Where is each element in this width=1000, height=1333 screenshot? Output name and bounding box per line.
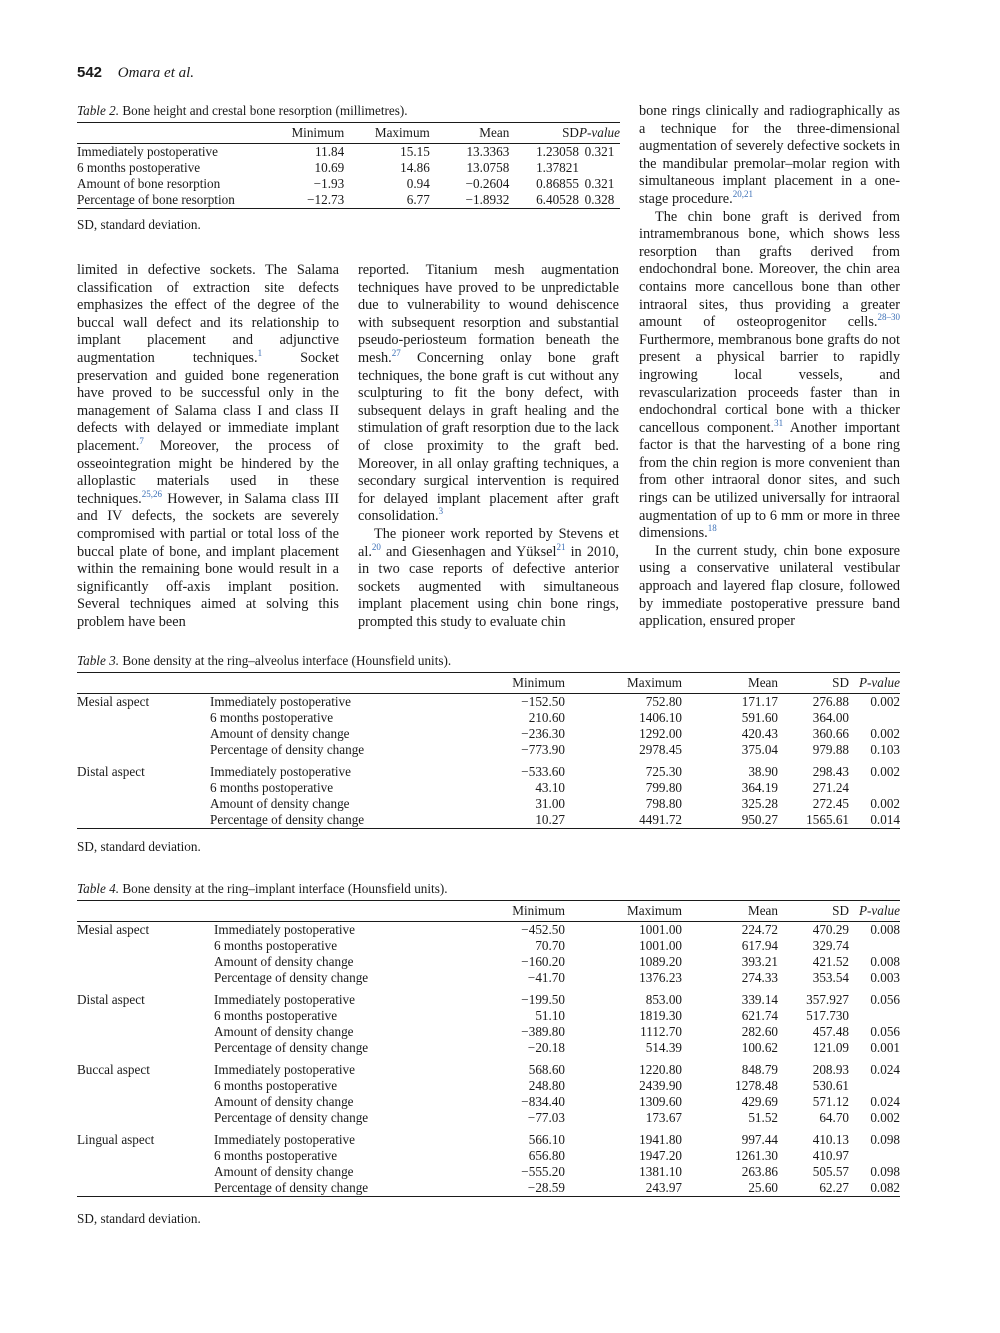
aspect-label-empty — [77, 710, 210, 726]
table2-header-cell: Minimum — [291, 125, 345, 140]
paragraph-text: The pioneer work reported by Stevens et al. — [358, 525, 619, 560]
table-cell: 224.72 — [741, 922, 778, 937]
table-cell: 51.52 — [748, 1110, 778, 1125]
table-row — [77, 710, 900, 726]
table-cell: 339.14 — [741, 992, 778, 1007]
paragraph-text: Furthermore, membranous bone grafts do not present a physical barrier to rapidly ingrowing local vessels, and revascularization proceeds faster than in endochondral cortical bone with a thicker cancellous component. — [639, 331, 900, 436]
row-label: 6 months postoperative — [210, 780, 334, 795]
table2-caption — [77, 103, 408, 119]
table-cell: 282.60 — [741, 1024, 778, 1039]
table-cell: 357.927 — [806, 992, 849, 1007]
table-cell: 276.88 — [812, 694, 849, 709]
table-cell: 2978.45 — [639, 742, 682, 757]
table-cell: 1001.00 — [639, 922, 682, 937]
table-cell: 25.60 — [748, 1180, 778, 1195]
table-cell: 353.54 — [812, 970, 849, 985]
citation-link[interactable]: 20 — [371, 541, 381, 552]
row-label: Immediately postoperative — [210, 694, 351, 709]
row-label: 6 months postoperative — [210, 710, 334, 725]
row-label: 6 months postoperative — [214, 1078, 338, 1093]
table-cell: 364.19 — [741, 780, 778, 795]
citation-link[interactable]: 1 — [257, 348, 263, 359]
table3-header-row — [77, 673, 900, 694]
table3-header-cell: Minimum — [512, 675, 565, 690]
table-row — [77, 780, 900, 796]
row-label: 6 months postoperative — [77, 160, 201, 175]
table4-header-cell: P-value — [858, 903, 900, 918]
table-cell: 0.002 — [870, 764, 900, 779]
table-cell: 1112.70 — [640, 1024, 682, 1039]
table-row — [77, 1040, 900, 1056]
table-cell: −12.73 — [307, 192, 345, 207]
table-cell: 979.88 — [812, 742, 849, 757]
table-cell: 1261.30 — [735, 1148, 778, 1163]
paragraph-text: The chin bone graft is derived from intramembranous bone, which shows less resorption than grafts derived from endochondral bone. Moreover, the chin area contains more cancellous bone than other intraoral sites, thus providing a greater amount of osteoprogenitor cells. — [639, 208, 900, 331]
table-cell: 263.86 — [741, 1164, 778, 1179]
table-cell: 0.014 — [870, 812, 900, 827]
paragraph — [358, 262, 619, 526]
table-cell: 208.93 — [812, 1062, 849, 1077]
table-cell: −199.50 — [521, 992, 565, 1007]
table-cell: 0.86855 — [536, 176, 579, 191]
table-cell: 1089.20 — [639, 954, 682, 969]
table-cell: 171.17 — [741, 694, 778, 709]
table3-header-cell: Mean — [747, 675, 778, 690]
table3-header-cell: Maximum — [627, 675, 682, 690]
table-cell — [849, 1148, 900, 1164]
table-cell: 0.328 — [584, 192, 615, 207]
row-label: 6 months postoperative — [214, 1148, 338, 1163]
table2-header-row — [77, 123, 620, 144]
table-cell: 393.21 — [741, 954, 778, 969]
table-cell: 0.008 — [870, 954, 900, 969]
table-cell: 64.70 — [819, 1110, 849, 1125]
table-row — [77, 1180, 900, 1197]
table4-header-cell — [77, 901, 214, 922]
table-cell: 329.74 — [812, 938, 849, 953]
row-label: Immediately postoperative — [214, 1062, 355, 1077]
table-cell: 0.082 — [870, 1180, 900, 1195]
table-cell: 0.002 — [870, 796, 900, 811]
table-cell: 1819.30 — [639, 1008, 682, 1023]
table-row — [77, 812, 900, 829]
table-row — [77, 1094, 900, 1110]
table-cell — [849, 938, 900, 954]
table-cell: −41.70 — [527, 970, 565, 985]
table-cell — [849, 780, 900, 796]
table-cell: 1.23058 — [536, 144, 579, 159]
table-cell: 1220.80 — [639, 1062, 682, 1077]
table4-header-cell: Mean — [747, 903, 778, 918]
table3-note: SD, standard deviation. — [77, 839, 201, 854]
aspect-label-empty — [77, 1024, 214, 1040]
table-cell: 4491.72 — [639, 812, 682, 827]
table-row — [77, 1024, 900, 1040]
table-row — [77, 192, 620, 209]
table-cell: 243.97 — [645, 1180, 682, 1195]
table-row — [77, 1148, 900, 1164]
paragraph-text: and Giesenhagen and Yüksel — [380, 543, 557, 560]
table-row — [77, 742, 900, 758]
table-cell: −452.50 — [521, 922, 565, 937]
table-row — [77, 1008, 900, 1024]
table-cell: 15.15 — [400, 144, 430, 159]
table-cell: −773.90 — [521, 742, 565, 757]
table-cell: 248.80 — [528, 1078, 565, 1093]
table-cell: 1947.20 — [639, 1148, 682, 1163]
table-cell: 798.80 — [645, 796, 682, 811]
table-cell: 429.69 — [741, 1094, 778, 1109]
table-row — [77, 694, 900, 711]
row-label: Amount of density change — [214, 1164, 354, 1179]
paragraph — [77, 262, 339, 631]
table-cell: 375.04 — [741, 742, 778, 757]
paragraph-text: Moreover, the process of osseointegration might be hindered by the alloplastic materials used in these techniques. — [77, 437, 339, 507]
table-cell: 1406.10 — [639, 710, 682, 725]
table-cell: 568.60 — [528, 1062, 565, 1077]
table-cell: 0.002 — [870, 1110, 900, 1125]
aspect-label-empty — [77, 1094, 214, 1110]
table-cell: 752.80 — [645, 694, 682, 709]
table-cell: 1941.80 — [639, 1132, 682, 1147]
table-cell: 14.86 — [400, 160, 430, 175]
aspect-label-empty — [77, 1164, 214, 1180]
table-row — [77, 986, 900, 1008]
table-cell: 457.48 — [812, 1024, 849, 1039]
row-label: Immediately postoperative — [77, 144, 218, 159]
table-cell: −555.20 — [521, 1164, 565, 1179]
aspect-label-empty — [77, 726, 210, 742]
table-row — [77, 796, 900, 812]
table-cell: 1278.48 — [735, 1078, 778, 1093]
table-cell: 997.44 — [741, 1132, 778, 1147]
table-cell: 421.52 — [812, 954, 849, 969]
table-cell: 10.69 — [314, 160, 345, 175]
citation-link[interactable]: 21 — [556, 541, 566, 552]
aspect-label: Mesial aspect — [77, 694, 150, 709]
citation-link[interactable]: 20,21 — [732, 189, 753, 200]
table2-header-cell: Maximum — [374, 125, 430, 140]
table4-header-row — [77, 901, 900, 922]
table-cell: 298.43 — [812, 764, 849, 779]
row-label: Amount of density change — [210, 796, 350, 811]
table-cell: 0.103 — [870, 742, 900, 757]
table2 — [77, 122, 620, 209]
citation-link[interactable]: 7 — [139, 436, 144, 447]
table-cell: 2439.90 — [639, 1078, 682, 1093]
table-cell: −1.8932 — [465, 192, 510, 207]
table-cell: 43.10 — [535, 780, 565, 795]
table-cell: 274.33 — [741, 970, 778, 985]
row-label: Immediately postoperative — [210, 764, 351, 779]
table3-header-cell — [210, 673, 430, 694]
row-label: Percentage of density change — [210, 812, 365, 827]
table-cell: −1.93 — [313, 176, 345, 191]
table-row — [77, 726, 900, 742]
table-row — [77, 160, 620, 176]
table4 — [77, 900, 900, 1197]
table-cell: 6.40528 — [536, 192, 579, 207]
table-row — [77, 922, 900, 939]
row-label: Immediately postoperative — [214, 992, 355, 1007]
table-cell: 62.27 — [819, 1180, 849, 1195]
aspect-label-empty — [77, 1110, 214, 1126]
table-row — [77, 954, 900, 970]
table-row — [77, 1164, 900, 1180]
table-cell — [849, 1008, 900, 1024]
table-cell: −77.03 — [527, 1110, 565, 1125]
row-label: Percentage of density change — [210, 742, 365, 757]
aspect-label-empty — [77, 1180, 214, 1197]
table-cell: 38.90 — [748, 764, 778, 779]
table-row — [77, 1126, 900, 1148]
aspect-label-empty — [77, 954, 214, 970]
row-label: Percentage of density change — [214, 1040, 369, 1055]
table-cell — [849, 1078, 900, 1094]
row-label: 6 months postoperative — [214, 938, 338, 953]
aspect-label-empty — [77, 796, 210, 812]
table-cell: 853.00 — [645, 992, 682, 1007]
table-cell: −533.60 — [521, 764, 565, 779]
table3-header-cell: P-value — [858, 675, 900, 690]
citation-link[interactable]: 31 — [774, 417, 784, 428]
table-cell: 1.37821 — [536, 160, 579, 175]
table-cell: 571.12 — [812, 1094, 849, 1109]
table2-caption-text: Bone height and crestal bone resorption (millimetres). — [119, 103, 408, 118]
running-header — [77, 64, 194, 82]
table-cell: −0.2604 — [465, 176, 510, 191]
table4-header-cell: Minimum — [512, 903, 565, 918]
table-cell: 0.001 — [870, 1040, 900, 1055]
table-cell: −389.80 — [521, 1024, 565, 1039]
text-column-3 — [639, 103, 900, 631]
table-row — [77, 176, 620, 192]
table-cell: 121.09 — [812, 1040, 849, 1055]
table4-note: SD, standard deviation. — [77, 1211, 201, 1226]
aspect-label-empty — [77, 1148, 214, 1164]
table3-caption-label: Table 3. — [77, 653, 120, 668]
table3-caption-text: Bone density at the ring–alveolus interface (Hounsfield units). — [119, 653, 452, 668]
table3-caption — [77, 653, 451, 669]
paragraph-text: However, in Salama class III and IV defects, the sockets are severely compromised with partial or total loss of the buccal plate of bone, and implant placement within the remaining bone would result in a significantly off-axis implant position. Several techniques aimed at solving this problem have been — [77, 490, 339, 630]
table2-header-cell: P-value — [578, 125, 620, 140]
table-cell: 0.94 — [406, 176, 430, 191]
row-label: Amount of bone resorption — [77, 176, 221, 191]
table-cell: 0.321 — [584, 144, 615, 159]
table-cell: −160.20 — [521, 954, 565, 969]
table-cell: 0.024 — [870, 1062, 900, 1077]
table3 — [77, 672, 900, 829]
row-label: Amount of density change — [210, 726, 350, 741]
table3-header-cell — [77, 673, 210, 694]
aspect-label: Distal aspect — [77, 992, 145, 1007]
row-label: Percentage of density change — [214, 1180, 369, 1195]
table-row — [77, 938, 900, 954]
aspect-label-empty — [77, 970, 214, 986]
table-row — [77, 1056, 900, 1078]
table4-header-cell: SD — [832, 903, 849, 918]
table-cell: 517.730 — [806, 1008, 849, 1023]
row-label: Immediately postoperative — [214, 922, 355, 937]
table-cell: 10.27 — [535, 812, 565, 827]
table-cell: 656.80 — [528, 1148, 565, 1163]
table2-body — [77, 144, 620, 209]
table-cell: 1376.23 — [639, 970, 682, 985]
row-label: Amount of density change — [214, 1094, 354, 1109]
table-cell: 799.80 — [645, 780, 682, 795]
table-cell: 725.30 — [645, 764, 682, 779]
paragraph-text: Socket preservation and guided bone regeneration have proved to be successful only in the management of Salama class I and class II defects with delayed or immediate implant placement. — [77, 349, 339, 454]
page-number: 542 — [77, 64, 103, 81]
table-cell: 13.0758 — [466, 160, 510, 175]
aspect-label-empty — [77, 1008, 214, 1024]
table-cell: 100.62 — [741, 1040, 778, 1055]
paragraph — [639, 103, 900, 209]
table-cell: 364.00 — [812, 710, 849, 725]
table-cell: 1292.00 — [639, 726, 682, 741]
table-cell: 1001.00 — [639, 938, 682, 953]
table2-header-cell — [77, 123, 267, 144]
table-cell: 0.002 — [870, 726, 900, 741]
table-cell: 0.098 — [870, 1164, 900, 1179]
aspect-label-empty — [77, 812, 210, 829]
paragraph-text: in 2010, in two case reports of defective anterior sockets augmented with simultaneous implant placement using chin bone rings, prompted this study to evaluate chin — [358, 543, 619, 630]
table-cell: −236.30 — [521, 726, 565, 741]
table2-note: SD, standard deviation. — [77, 217, 201, 232]
row-label: Immediately postoperative — [214, 1132, 355, 1147]
table4-header-cell: Maximum — [627, 903, 682, 918]
row-label: Amount of density change — [214, 954, 354, 969]
table3-body — [77, 694, 900, 829]
table-cell: 0.056 — [870, 992, 900, 1007]
table-cell: 0.002 — [870, 694, 900, 709]
aspect-label-empty — [77, 1078, 214, 1094]
table-cell — [849, 710, 900, 726]
paragraph-text: reported. Titanium mesh augmentation techniques have proved to be unpredictable due to vulnerability to wound dehiscence with subsequent resorption and substantial pseudo-periosteum formation beneath the mesh. — [358, 262, 619, 366]
table-cell: 11.84 — [315, 144, 345, 159]
citation-link[interactable]: 25,26 — [141, 488, 162, 499]
running-head-authors: Omara et al. — [117, 65, 195, 81]
paragraph — [358, 526, 619, 632]
table-cell: 1309.60 — [639, 1094, 682, 1109]
table-cell: 530.61 — [812, 1078, 849, 1093]
row-label: Percentage of bone resorption — [77, 192, 235, 207]
paragraph-text: In the current study, chin bone exposure using a conservative unilateral vestibular approach and layered flap closure, followed by immediate postoperative pressure band application, ensured proper — [639, 542, 900, 630]
table-cell: 271.24 — [812, 780, 849, 795]
table4-caption — [77, 881, 448, 897]
citation-link[interactable]: 28–30 — [877, 312, 900, 323]
table-cell: 13.3363 — [466, 144, 510, 159]
aspect-label-empty — [77, 938, 214, 954]
table2-header-cell: Mean — [479, 125, 510, 140]
aspect-label: Distal aspect — [77, 764, 145, 779]
table-cell: 410.97 — [812, 1148, 849, 1163]
table-cell: 514.39 — [645, 1040, 682, 1055]
table-cell: 950.27 — [741, 812, 778, 827]
aspect-label: Lingual aspect — [77, 1132, 155, 1147]
table-row — [77, 144, 620, 161]
text-column-1 — [77, 262, 339, 631]
citation-link[interactable]: 18 — [707, 523, 717, 534]
table2-caption-label: Table 2. — [77, 103, 120, 118]
table-cell: −834.40 — [521, 1094, 565, 1109]
table-cell: 272.45 — [812, 796, 849, 811]
table-cell: −28.59 — [527, 1180, 565, 1195]
paragraph — [639, 543, 900, 631]
table-cell: 51.10 — [535, 1008, 565, 1023]
table-cell: 617.94 — [741, 938, 778, 953]
table-row — [77, 970, 900, 986]
aspect-label-empty — [77, 742, 210, 758]
row-label: 6 months postoperative — [214, 1008, 338, 1023]
table-cell: 848.79 — [741, 1062, 778, 1077]
table-cell: 210.60 — [528, 710, 565, 725]
table-cell: 0.003 — [870, 970, 900, 985]
table4-caption-label: Table 4. — [77, 881, 120, 896]
table-cell: 1381.10 — [639, 1164, 682, 1179]
table-cell: 470.29 — [812, 922, 849, 937]
aspect-label: Buccal aspect — [77, 1062, 150, 1077]
table-cell: 0.008 — [870, 922, 900, 937]
table-cell: 591.60 — [741, 710, 778, 725]
table-cell: 70.70 — [535, 938, 565, 953]
table-cell: −20.18 — [527, 1040, 565, 1055]
table-row — [77, 1078, 900, 1094]
table-cell: 566.10 — [528, 1132, 565, 1147]
aspect-label-empty — [77, 1040, 214, 1056]
table-cell: 6.77 — [406, 192, 430, 207]
table-cell: 31.00 — [535, 796, 565, 811]
table-cell: 410.13 — [812, 1132, 849, 1147]
table-cell: 173.67 — [645, 1110, 682, 1125]
paragraph-text: Another important factor is that the harvesting of a bone ring from the chin region is more convenient than from other intraoral donor sites, and such rings can be utilized universally for intraoral augmentation of up to 6 mm or more in three dimensions. — [639, 419, 900, 542]
table-cell: 0.321 — [584, 176, 615, 191]
row-label: Percentage of density change — [214, 1110, 369, 1125]
paragraph-text: limited in defective sockets. The Salama classification of extraction site defects emphasizes the effect of the degree of the buccal wall defect and its relationship to implant placement and adjunctive augmentation techniques. — [77, 262, 339, 366]
table-cell: 360.66 — [812, 726, 849, 741]
table2-header-cell: SD — [562, 125, 579, 140]
text-column-2 — [358, 262, 619, 631]
table-cell: 325.28 — [741, 796, 778, 811]
table-cell: 621.74 — [741, 1008, 778, 1023]
aspect-label-empty — [77, 780, 210, 796]
aspect-label: Mesial aspect — [77, 922, 150, 937]
table-row — [77, 1110, 900, 1126]
table-cell: 505.57 — [812, 1164, 849, 1179]
table4-caption-text: Bone density at the ring–implant interface (Hounsfield units). — [119, 881, 448, 896]
citation-link[interactable]: 27 — [391, 348, 401, 359]
citation-link[interactable]: 3 — [438, 506, 444, 517]
table-cell — [579, 160, 620, 176]
table-cell: 0.098 — [870, 1132, 900, 1147]
table-cell: 0.056 — [870, 1024, 900, 1039]
table4-body — [77, 922, 900, 1197]
table4-header-cell — [214, 901, 430, 922]
row-label: Percentage of density change — [214, 970, 369, 985]
row-label: Amount of density change — [214, 1024, 354, 1039]
table-cell: 1565.61 — [806, 812, 849, 827]
paragraph-text: bone rings clinically and radiographically as a technique for the three-dimensional augmentation of severely defective sockets in the mandibular premolar–molar region with simultaneous implant placement in a one-stage procedure. — [639, 103, 900, 207]
table-cell: 0.024 — [870, 1094, 900, 1109]
table-cell: 420.43 — [741, 726, 778, 741]
table-row — [77, 758, 900, 780]
table-cell: −152.50 — [521, 694, 565, 709]
paragraph-text: Concerning onlay bone graft techniques, the bone graft is cut without any sculpturing to fit the bony defect, with subsequent delays in graft healing and the stimulation of graft resorption due to the lack of close proximity to the graft bed. Moreover, in all onlay grafting techniques, a secondary surgical intervention is required for delayed implant placement after graft consolidation. — [358, 349, 619, 525]
paragraph — [639, 209, 900, 543]
table3-header-cell: SD — [832, 675, 849, 690]
